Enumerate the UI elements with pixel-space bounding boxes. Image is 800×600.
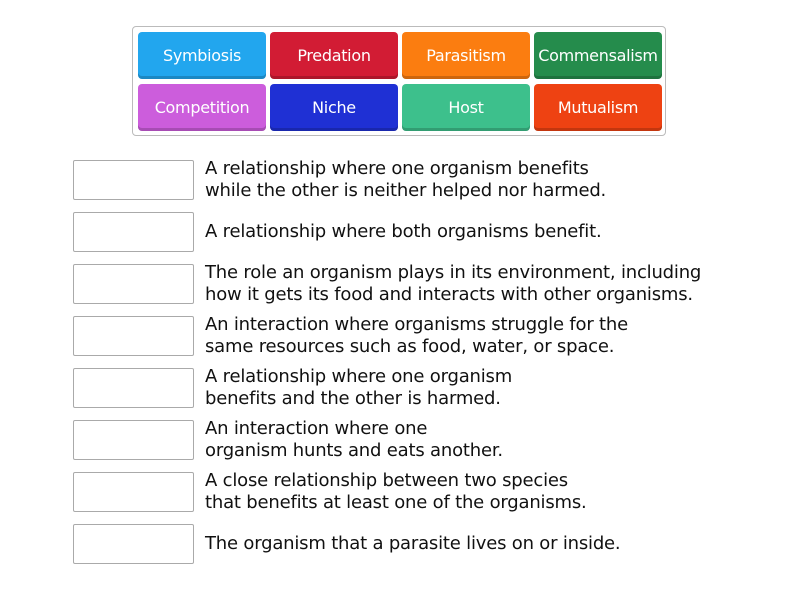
definition-text	[205, 262, 701, 306]
definition-line: how it gets its food and interacts with other organisms.	[205, 284, 693, 305]
definition-line: An interaction where organisms struggle for the	[205, 314, 628, 335]
definition-line: benefits and the other is harmed.	[205, 388, 501, 409]
definition-text	[205, 366, 512, 410]
definition-text	[205, 221, 601, 243]
answer-tile-niche[interactable]: Niche	[270, 84, 398, 131]
definition-line: A relationship where one organism	[205, 366, 513, 387]
definition-line: A relationship where both organisms benefit.	[205, 221, 602, 242]
answer-tile-host[interactable]: Host	[402, 84, 530, 131]
drop-target[interactable]	[73, 472, 194, 512]
definition-text	[205, 158, 606, 202]
definition-text	[205, 533, 620, 555]
definition-line: An interaction where one	[205, 418, 428, 439]
answer-tile-commensalism[interactable]: Commensalism	[534, 32, 662, 79]
drop-target[interactable]	[73, 420, 194, 460]
definition-text	[205, 314, 628, 358]
definition-line: The role an organism plays in its environment, including	[205, 262, 702, 283]
definition-line: while the other is neither helped nor harmed.	[205, 180, 607, 201]
definition-line: organism hunts and eats another.	[205, 440, 503, 461]
answer-tile-predation[interactable]: Predation	[270, 32, 398, 79]
definition-line: that benefits at least one of the organisms.	[205, 492, 587, 513]
definition-line: The organism that a parasite lives on or inside.	[205, 533, 621, 554]
answer-tile-parasitism[interactable]: Parasitism	[402, 32, 530, 79]
answer-tile-competition[interactable]: Competition	[138, 84, 266, 131]
answer-tile-mutualism[interactable]: Mutualism	[534, 84, 662, 131]
drop-target[interactable]	[73, 368, 194, 408]
drop-target[interactable]	[73, 212, 194, 252]
drop-target[interactable]	[73, 264, 194, 304]
definition-text	[205, 470, 587, 514]
drop-target[interactable]	[73, 316, 194, 356]
answer-tile-symbiosis[interactable]: Symbiosis	[138, 32, 266, 79]
definition-text	[205, 418, 503, 462]
definition-line: A relationship where one organism benefits	[205, 158, 589, 179]
drop-target[interactable]	[73, 160, 194, 200]
drop-target[interactable]	[73, 524, 194, 564]
definition-line: same resources such as food, water, or space.	[205, 336, 615, 357]
word-bank	[132, 26, 666, 136]
definition-line: A close relationship between two species	[205, 470, 568, 491]
